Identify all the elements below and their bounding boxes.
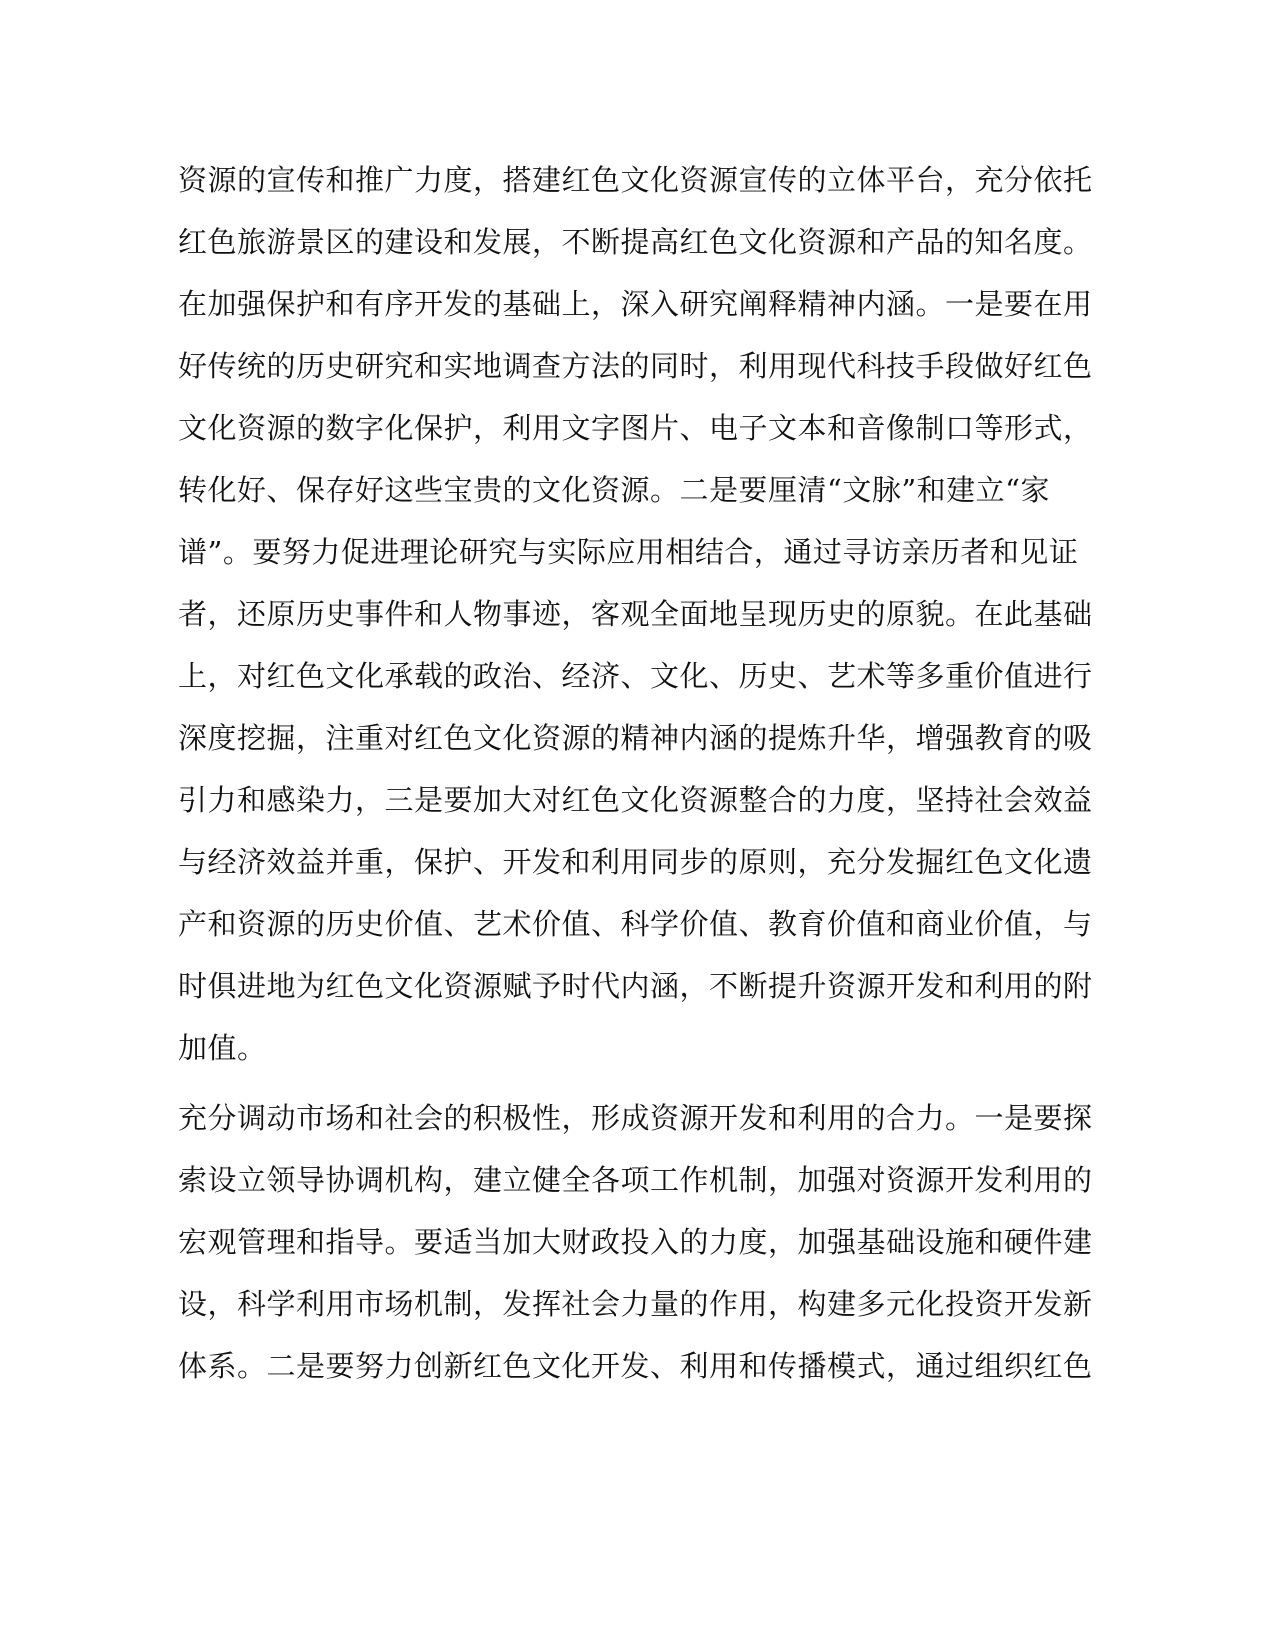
text-line: 者，还原历史事件和人物事迹，客观全面地呈现历史的原貌。在此基础 <box>178 597 1093 631</box>
text-line: 产和资源的历史价值、艺术价值、科学价值、教育价值和商业价值，与 <box>178 907 1093 941</box>
text-line: 体系。二是要努力创新红色文化开发、利用和传播模式，通过组织红色 <box>178 1349 1093 1383</box>
text-line: 深度挖掘，注重对红色文化资源的精神内涵的提炼升华，增强教育的吸 <box>178 721 1093 755</box>
text-line: 谱”。要努力促进理论研究与实际应用相结合，通过寻访亲历者和见证 <box>178 535 1079 569</box>
text-line: 宏观管理和指导。要适当加大财政投入的力度，加强基础设施和硬件建 <box>178 1225 1093 1259</box>
text-line: 在加强保护和有序开发的基础上，深入研究阐释精神内涵。一是要在用 <box>178 287 1093 321</box>
text-line: 索设立领导协调机构，建立健全各项工作机制，加强对资源开发利用的 <box>178 1163 1093 1197</box>
text-line: 转化好、保存好这些宝贵的文化资源。二是要厘清“文脉”和建立“家 <box>178 473 1050 507</box>
text-line: 时俱进地为红色文化资源赋予时代内涵，不断提升资源开发和利用的附 <box>178 969 1093 1003</box>
text-line: 与经济效益并重，保护、开发和利用同步的原则，充分发掘红色文化遗 <box>178 845 1093 879</box>
text-line: 设，科学利用市场机制，发挥社会力量的作用，构建多元化投资开发新 <box>178 1287 1093 1321</box>
text-line: 文化资源的数字化保护，利用文字图片、电子文本和音像制口等形式， <box>178 411 1093 445</box>
text-line: 上，对红色文化承载的政治、经济、文化、历史、艺术等多重价值进行 <box>178 659 1093 693</box>
text-line: 资源的宣传和推广力度，搭建红色文化资源宣传的立体平台，充分依托 <box>178 163 1093 197</box>
text-line: 充分调动市场和社会的积极性，形成资源开发和利用的合力。一是要探 <box>178 1101 1093 1135</box>
paragraph-2 <box>178 1087 1093 1397</box>
text-line: 红色旅游景区的建设和发展，不断提高红色文化资源和产品的知名度。 <box>178 225 1093 259</box>
text-line: 引力和感染力，三是要加大对红色文化资源整合的力度，坚持社会效益 <box>178 783 1093 817</box>
text-line: 加值。 <box>178 1031 267 1065</box>
paragraph-1 <box>178 149 1093 1079</box>
text-line: 好传统的历史研究和实地调查方法的同时，利用现代科技手段做好红色 <box>178 349 1093 383</box>
